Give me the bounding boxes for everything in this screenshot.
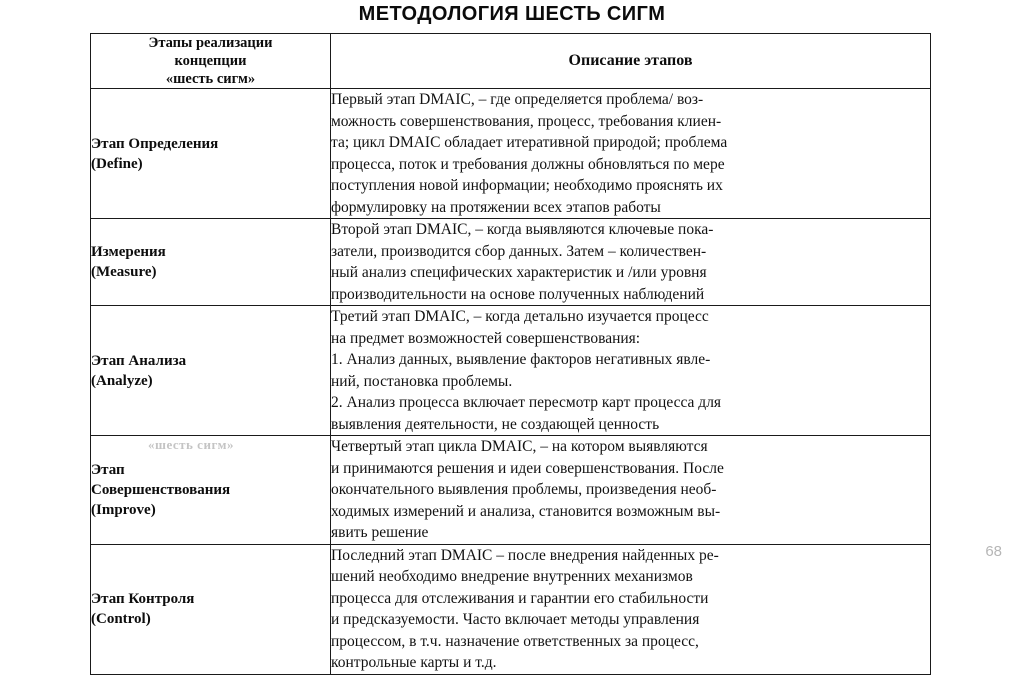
- description-line: поступления новой информации; необходимо прояснять их: [331, 177, 723, 194]
- page-title: МЕТОДОЛОГИЯ ШЕСТЬ СИГМ: [358, 3, 666, 25]
- description-line: затели, производится сбор данных. Затем – количествен-: [331, 242, 707, 260]
- description-line: Последний этап DMAIC – после внедрения найденных ре-: [331, 546, 719, 564]
- description-cell-measure: [331, 219, 931, 306]
- description-cell-define: [331, 89, 931, 219]
- column-header-stage-line1: Этапы реализации: [148, 35, 273, 51]
- description-line: на предмет возможностей совершенствования:: [331, 329, 641, 347]
- page-number: 68: [985, 543, 1002, 560]
- stage-name-en: (Analyze): [91, 372, 153, 389]
- description-line: ходимых измерений и анализа, становится возможным вы-: [331, 502, 721, 520]
- stage-cell-define: [91, 89, 331, 219]
- column-header-stage-line3: «шесть сигм»: [165, 71, 256, 87]
- description-line: окончательного выявления проблемы, произведения необ-: [331, 481, 717, 498]
- stage-name-en: (Control): [91, 611, 151, 627]
- description-line: 2. Анализ процесса включает пересмотр карт процесса для: [331, 394, 722, 411]
- scan-ghost-artifact: «шесть сигм»: [148, 440, 235, 449]
- description-line: производительности на основе полученных наблюдений: [331, 285, 705, 303]
- stage-cell-improve: [91, 436, 331, 545]
- description-line: ный анализ специфических характеристик и /или уровня: [331, 264, 707, 281]
- description-cell-analyze: [331, 306, 931, 436]
- description-line: можность совершенствования, процесс, требования клиен-: [331, 112, 722, 130]
- description-line: шений необходимо внедрение внутренних механизмов: [331, 568, 693, 585]
- column-header-description: Описание этапов: [331, 34, 931, 89]
- table-row: [91, 544, 931, 674]
- table-header-row: [91, 34, 931, 89]
- description-line: формулировку на протяжении всех этапов работы: [331, 198, 661, 216]
- description-line: и принимаются решения и идеи совершенствования. После: [331, 459, 724, 477]
- dmaic-table: [90, 33, 931, 675]
- stage-name-ru: Этап: [91, 461, 125, 478]
- stage-cell-measure: [91, 219, 331, 306]
- description-line: Третий этап DMAIC, – когда детально изучается процесс: [331, 308, 709, 325]
- stage-name-ru: Измерения: [91, 244, 166, 260]
- stage-cell-control: [91, 544, 331, 674]
- stage-name-ru2: Совершенствования: [91, 481, 231, 498]
- description-line: явить решение: [331, 524, 429, 541]
- description-line: Второй этап DMAIC, – когда выявляются ключевые пока-: [331, 221, 714, 238]
- stage-name-ru: Этап Контроля: [91, 591, 195, 607]
- description-line: процесса для отслеживания и гарантии его стабильности: [331, 589, 709, 607]
- description-line: процессом, в т.ч. назначение ответственных за процесс,: [331, 632, 699, 650]
- stage-name-ru: Этап Анализа: [91, 352, 187, 369]
- description-line: Четвертый этап цикла DMAIC, – на котором выявляются: [331, 438, 708, 455]
- table-row: [91, 219, 931, 306]
- description-line: процесса, поток и требования должны обновляться по мере: [331, 155, 725, 173]
- stage-cell-analyze: [91, 306, 331, 436]
- column-header-stage-line2: концепции: [174, 53, 247, 69]
- description-cell-improve: [331, 436, 931, 545]
- description-line: Первый этап DMAIC, – где определяется проблема/ воз-: [331, 91, 704, 108]
- description-line: и предсказуемости. Часто включает методы управления: [331, 611, 700, 628]
- description-line: та; цикл DMAIC обладает итеративной природой; проблема: [331, 134, 728, 151]
- table-row: [91, 306, 931, 436]
- description-cell-control: [331, 544, 931, 674]
- description-line: 1. Анализ данных, выявление факторов негативных явле-: [331, 351, 711, 368]
- dmaic-table-container: [90, 33, 930, 675]
- stage-name-en: (Measure): [91, 264, 157, 280]
- description-line: выявления деятельности, не создающей ценность: [331, 415, 660, 433]
- stage-name-ru: Этап Определения: [91, 135, 219, 152]
- column-header-stage: [91, 34, 331, 89]
- table-row: [91, 89, 931, 219]
- stage-name-en: (Define): [91, 155, 143, 172]
- description-line: ний, постановка проблемы.: [331, 372, 513, 390]
- description-line: контрольные карты и т.д.: [331, 654, 497, 671]
- table-row: [91, 436, 931, 545]
- stage-name-en: (Improve): [91, 501, 156, 518]
